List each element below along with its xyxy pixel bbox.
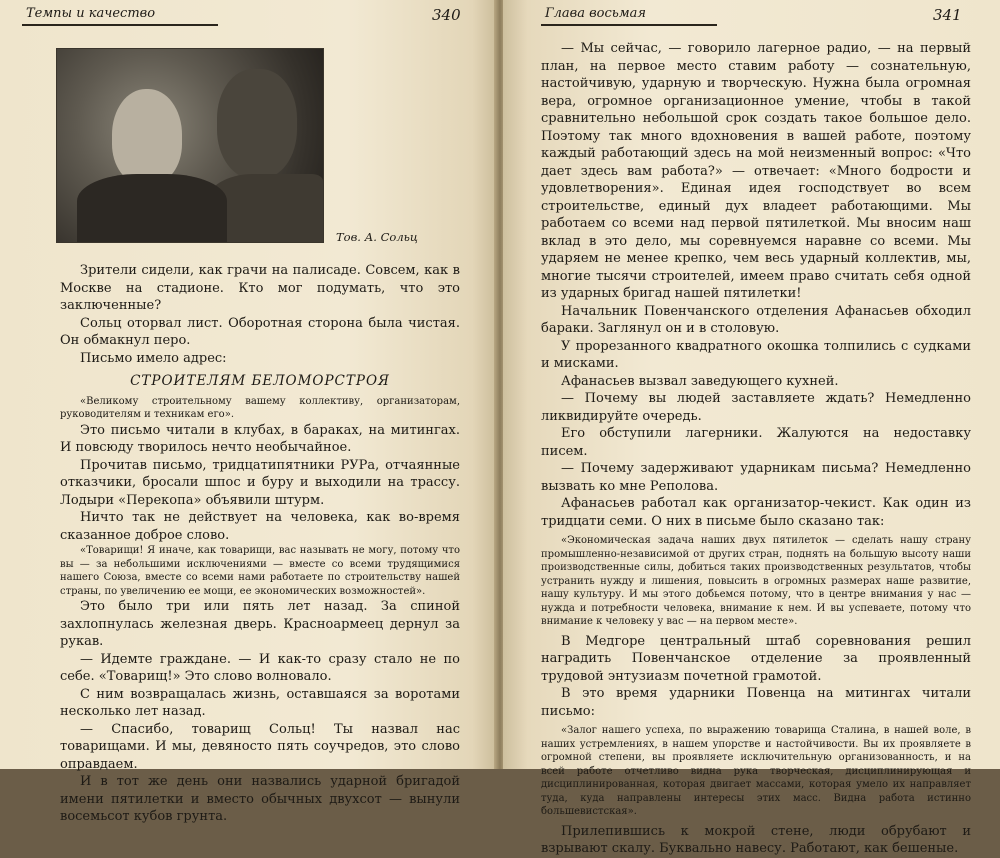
paragraph: Сольц оторвал лист. Оборотная сторона была чистая. Он обмакнул перо. <box>60 315 460 348</box>
page-number: 341 <box>933 6 962 24</box>
left-page <box>0 0 497 824</box>
photo-figure-young <box>217 69 297 179</box>
paragraph: Это было три или пять лет назад. За спиной захлопнулась железная дверь. Красноармеец дернул за рукав. <box>60 599 460 649</box>
right-text-block <box>541 40 971 858</box>
paragraph: Прочитав письмо, тридцатипятники РУРа, отчаянные отказчики, бросали шпос и буру и выходили на трассу. Лодыри «Перекопа» объявили штурм. <box>60 457 460 508</box>
page-number: 340 <box>432 6 461 24</box>
paragraph: Начальник Повенчанского отделения Афанасьев обходил бараки. Заглянул он и в столовую. <box>541 303 971 336</box>
paragraph: Афанасьев вызвал заведующего кухней. <box>561 373 839 389</box>
paragraph: Его обступили лагерники. Жалуются на недоставку писем. <box>541 426 971 459</box>
paragraph: — Мы сейчас, — говорило лагерное радио, — на первый план, на первое место ставим работу — сознательную, настойчивую, ударную и творческую. Нужна была огромная вера, огромное организационное умение, чтобы в такой сравнительно небольшой срок создать такое большое дело. Поэтому так много вдохновения в вашей работе, поэтому каждый работающий здесь на мой неизменный вопрос: «Что дает здесь вам работа?» — отвечает: «Много бодрости и удовлетворения». Единая идея господствует во всем строительстве, единый дух владеет работающими. Мы работаем со всеми над первой пятилеткой. Мы вносим наш вклад в это дело, мы соревнуемся наравне со всеми. Мы ударяем не менее крепко, чем весь ударный коллектив, мы, многие тысячи строителей, имеем право считать себя одной из ударных бригад нашей пятилетки! <box>541 41 971 301</box>
paragraph: И в тот же день они назвались ударной бригадой имени пятилетки и вместо обычных двухсот — вынули восемьсот кубов грунта. <box>60 774 460 824</box>
paragraph: — Почему вы людей заставляете ждать? Немедленно ликвидируйте очередь. <box>541 391 971 424</box>
paragraph: Письмо имело адрес: <box>80 350 227 366</box>
letter-address-text: «Великому строительному вашему коллективу, организаторам, руководителям и техникам его». <box>60 395 460 420</box>
paragraph: — Почему задерживают ударникам письма? Немедленно вызвать ко мне Реполова. <box>541 461 971 494</box>
letter-quote: «Залог нашего успеха, по выражению товарища Сталина, в нашей воле, в наших устремлениях, в нашем упорстве и настойчивости. Вы их проявляете в огромной степени, вы проявляете исключительную организованность, и на всей работе отчетливо видна рука творческая, дисциплинирующая и дисциплинированная, которая двигает массами, которая умело их направляет туда, куда направлены интересы этих масс. Видна работа истинно большевистская». <box>541 725 971 817</box>
photo-figure-old-body <box>77 174 227 242</box>
paragraph: Зрители сидели, как грачи на палисаде. Совсем, как в Москве на стадионе. Кто мог подумать, что это заключенные? <box>60 263 460 313</box>
photo-figure-old <box>112 89 182 184</box>
photo-caption: Тов. А. Сольц <box>336 230 418 244</box>
letter-quote: «Экономическая задача наших двух пятилеток — сделать нашу страну промышленно-независимой от других стран, поднять на большую высоту наши производственные силы, добиться таких производственных результатов, чтобы устранить нужду и лишения, повысить в огромных размерах наше развитие, нашу культуру. И мы этого добьемся потому, что в центре внимания у нас — нужда и потребности человека, внимание к нем. И вы успеваете, потому что внимание к человеку у вас — на первом месте». <box>541 535 971 627</box>
paragraph: В это время ударники Повенца на митингах читали письмо: <box>541 686 971 719</box>
paragraph: Это письмо читали в клубах, в бараках, на митингах. И повсюду творилось нечто необычайное. <box>60 422 460 455</box>
paragraph: Афанасьев работал как организатор-чекист. Как один из тридцати семи. О них в письме было сказано так: <box>541 496 971 529</box>
running-title: Темпы и качество <box>26 6 156 21</box>
header-rule <box>541 24 717 26</box>
letter-quote: «Товарищи! Я иначе, как товарищи, вас называть не могу, потому что вы — за небольшими исключениями — вместе со всеми трудящимися нашего Союза, вместе со всеми нами работаете по строительству нашей страны, по увеличению ее мощи, ее экономических возможностей». <box>60 545 460 597</box>
running-title: Глава восьмая <box>545 6 646 21</box>
paragraph: В Медгоре центральный штаб соревнования решил наградить Повенчанское отделение за проявленный трудовой энтузиазм почетной грамотой. <box>541 633 971 684</box>
right-page <box>503 0 1000 856</box>
paragraph: Ничто так не действует на человека, как во-время сказанное доброе слово. <box>60 510 460 543</box>
letter-address-heading: СТРОИТЕЛЯМ БЕЛОМОРСТРОЯ <box>130 373 390 389</box>
paragraph: У прорезанного квадратного окошка толпились с судками и мисками. <box>541 338 971 371</box>
portrait-photo <box>56 48 324 243</box>
paragraph: Прилепившись к мокрой стене, люди обрубают и взрывают скалу. Буквально навесу. Работают, как бешеные. <box>541 823 971 856</box>
left-text-block <box>60 262 460 826</box>
paragraph: — Спасибо, товарищ Сольц! Ты назвал нас товарищами. И мы, девяносто пять соучредов, это слово оправдаем. <box>60 721 460 772</box>
paragraph: С ним возвращалась жизнь, оставшаяся за воротами несколько лет назад. <box>60 686 460 719</box>
paragraph: — Идемте граждане. — И как-то сразу стало не по себе. «Товарищ!» Это слово волновало. <box>60 651 460 684</box>
header-rule <box>22 24 218 26</box>
